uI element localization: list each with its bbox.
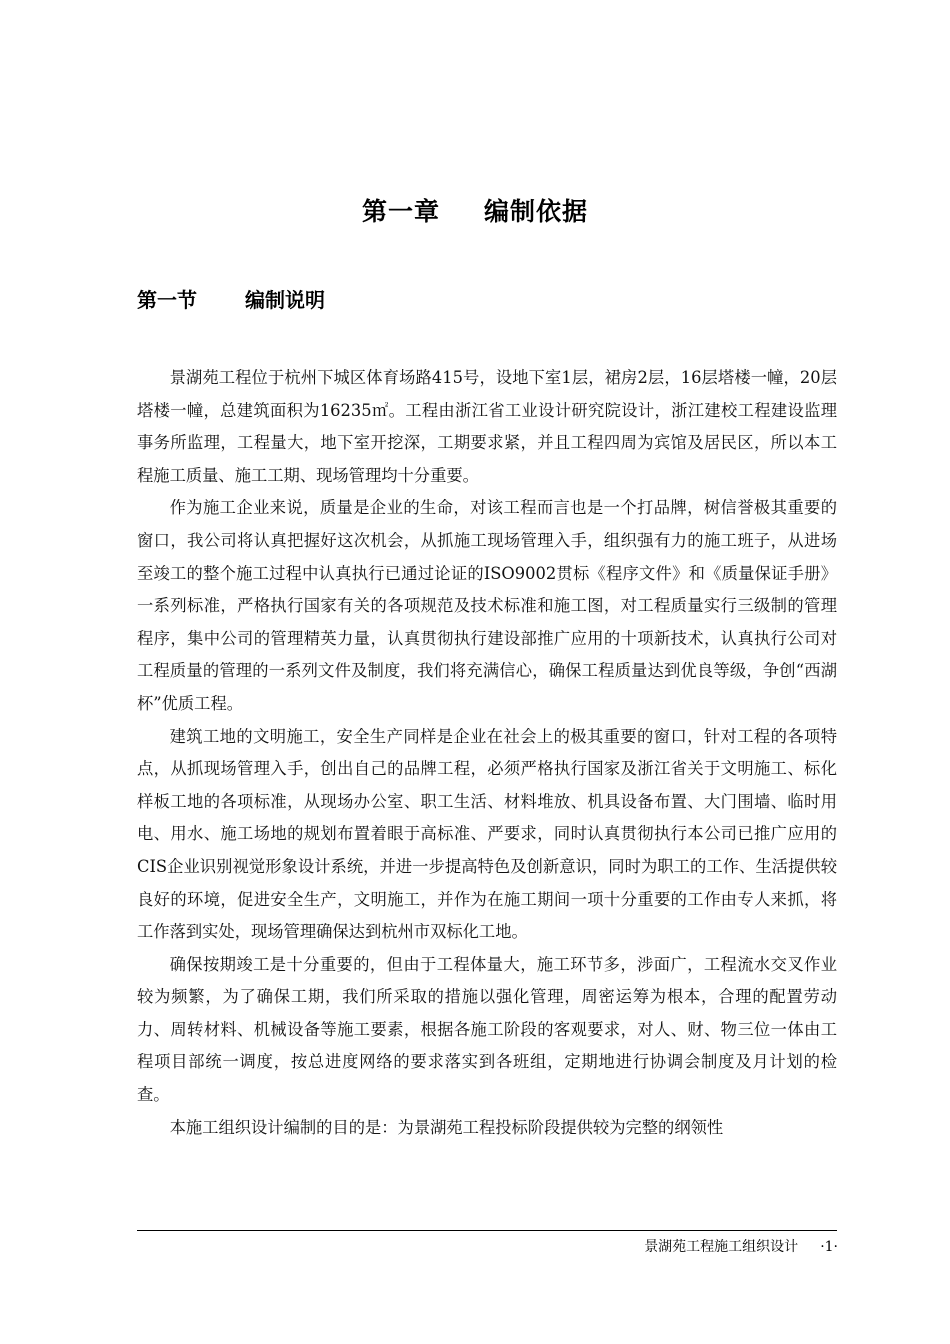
chapter-title: 编制依据 xyxy=(484,197,589,226)
body-text xyxy=(137,362,837,1144)
chapter-number: 第一章 xyxy=(361,197,440,226)
paragraph: 作为施工企业来说，质量是企业的生命，对该工程而言也是一个打品牌，树信誉极其重要的窗口，我公司将认真把握好这次机会，从抓施工现场管理入手，组织强有力的施工班子，从进场至竣工的整个施工过程中认真执行已通过论证的ISO9002贯标《程序文件》和《质量保证手册》一系列标准，严格执行国家有关的各项规范及技术标准和施工图，对工程质量实行三级制的管理程序，集中公司的管理精英力量，认真贯彻执行建设部推广应用的十项新技术，认真执行公司对工程质量的管理的一系列文件及制度，我们将充满信心，确保工程质量达到优良等级，争创“西湖杯”优质工程。 xyxy=(137,498,837,713)
section-number: 第一节 xyxy=(137,288,197,312)
chapter-heading xyxy=(0,192,950,228)
paragraph: 建筑工地的文明施工，安全生产同样是企业在社会上的极其重要的窗口，针对工程的各项特点，从抓现场管理入手，创出自己的品牌工程，必须严格执行国家及浙江省关于文明施工、标化样板工地的各项标准，从现场办公室、职工生活、材料堆放、机具设备布置、大门围墙、临时用电、用水、施工场地的规划布置着眼于高标准、严要求，同时认真贯彻执行本公司已推广应用的CIS企业识别视觉形象设计系统，并进一步提高特色及创新意识，同时为职工的工作、生活提供较良好的环境，促进安全生产，文明施工，并作为在施工期间一项十分重要的工作由专人来抓，将工作落到实处，现场管理确保达到杭州市双标化工地。 xyxy=(137,726,837,942)
paragraph: 本施工组织设计编制的目的是：为景湖苑工程投标阶段提供较为完整的纲领性 xyxy=(169,1117,724,1137)
page-number: ·1· xyxy=(820,1239,838,1255)
footer-divider xyxy=(137,1230,837,1231)
footer-doc-title: 景湖苑工程施工组织设计 xyxy=(644,1239,799,1255)
section-heading xyxy=(137,284,325,313)
paragraph: 确保按期竣工是十分重要的，但由于工程体量大，施工环节多，涉面广，工程流水交叉作业较为频繁，为了确保工期，我们所采取的措施以强化管理，周密运筹为根本，合理的配置劳动力、周转材料、机械设备等施工要素，根据各施工阶段的客观要求，对人、财、物三位一体由工程项目部统一调度，按总进度网络的要求落实到各班组，定期地进行协调会制度及月计划的检查。 xyxy=(137,954,837,1105)
section-title: 编制说明 xyxy=(245,288,325,312)
page-footer xyxy=(644,1236,838,1256)
paragraph: 景湖苑工程位于杭州下城区体育场路415号，设地下室1层，裙房2层，16层塔楼一幢，20层塔楼一幢，总建筑面积为16235㎡。工程由浙江省工业设计研究院设计，浙江建校工程建设监理事务所监理，工程量大，地下室开挖深，工期要求紧，并且工程四周为宾馆及居民区，所以本工程施工质量、施工工期、现场管理均十分重要。 xyxy=(137,368,837,485)
